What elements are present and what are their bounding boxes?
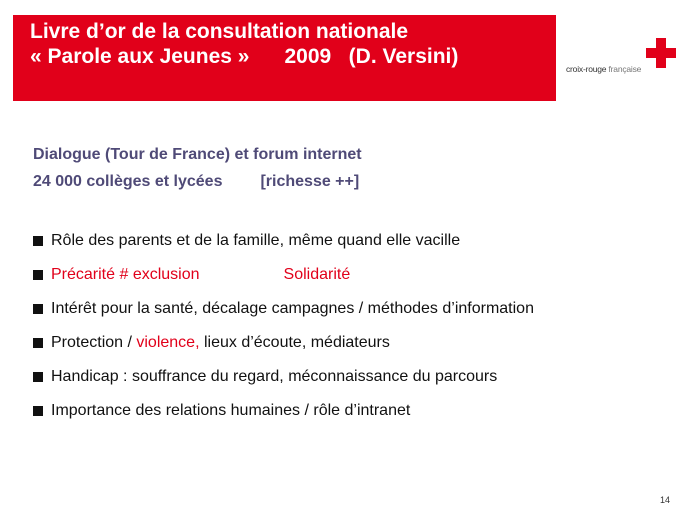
logo-text-bold: croix-rouge	[566, 64, 607, 74]
croix-rouge-logo	[566, 38, 686, 88]
bullet-text: Rôle des parents et de la famille, même quand elle vacille	[51, 232, 461, 249]
bullet-text-solidarite: Solidarité	[283, 266, 351, 283]
bullet-item-precarite	[33, 265, 351, 299]
square-bullet-icon	[33, 372, 43, 382]
bullet-text: Importance des relations humaines / rôle d’intranet	[51, 402, 411, 419]
subtitle-count: 24 000 collèges et lycées	[33, 173, 223, 190]
bullet-text: Handicap : souffrance du regard, méconnaissance du parcours	[51, 368, 498, 385]
square-bullet-icon	[33, 236, 43, 246]
square-bullet-icon	[33, 338, 43, 348]
bullet-text-protection: Protection /	[51, 334, 137, 351]
bullet-item-relations	[33, 401, 411, 435]
logo-text-light: française	[608, 64, 642, 74]
bullet-text-precarite: Précarité # exclusion	[51, 266, 200, 283]
subtitle-line-1: Dialogue (Tour de France) et forum internet	[33, 146, 362, 163]
logo-wordmark	[566, 64, 641, 74]
bullet-item-protection	[33, 333, 390, 367]
title-banner	[13, 15, 556, 101]
bullet-text-violence: violence,	[136, 334, 200, 351]
red-cross-icon	[646, 38, 676, 68]
bullet-item-handicap	[33, 367, 498, 401]
slide-title-line-2: « Parole aux Jeunes » 2009 (D. Versini)	[30, 45, 459, 68]
page-number: 14	[660, 495, 671, 505]
square-bullet-icon	[33, 406, 43, 416]
square-bullet-icon	[33, 270, 43, 280]
bullet-list	[33, 231, 534, 435]
slide-title-line-1: Livre d’or de la consultation nationale	[30, 20, 409, 43]
bullet-text-ecoute: lieux d’écoute, médiateurs	[199, 334, 390, 351]
bullet-text	[51, 333, 390, 353]
bullet-text: Intérêt pour la santé, décalage campagnes / méthodes d’information	[51, 300, 534, 317]
square-bullet-icon	[33, 304, 43, 314]
bullet-item-parents	[33, 231, 461, 265]
bullet-text	[51, 265, 350, 285]
subtitle-line-2	[33, 172, 359, 192]
subtitle-richness: [richesse ++]	[260, 173, 360, 190]
bullet-item-sante	[33, 299, 534, 333]
